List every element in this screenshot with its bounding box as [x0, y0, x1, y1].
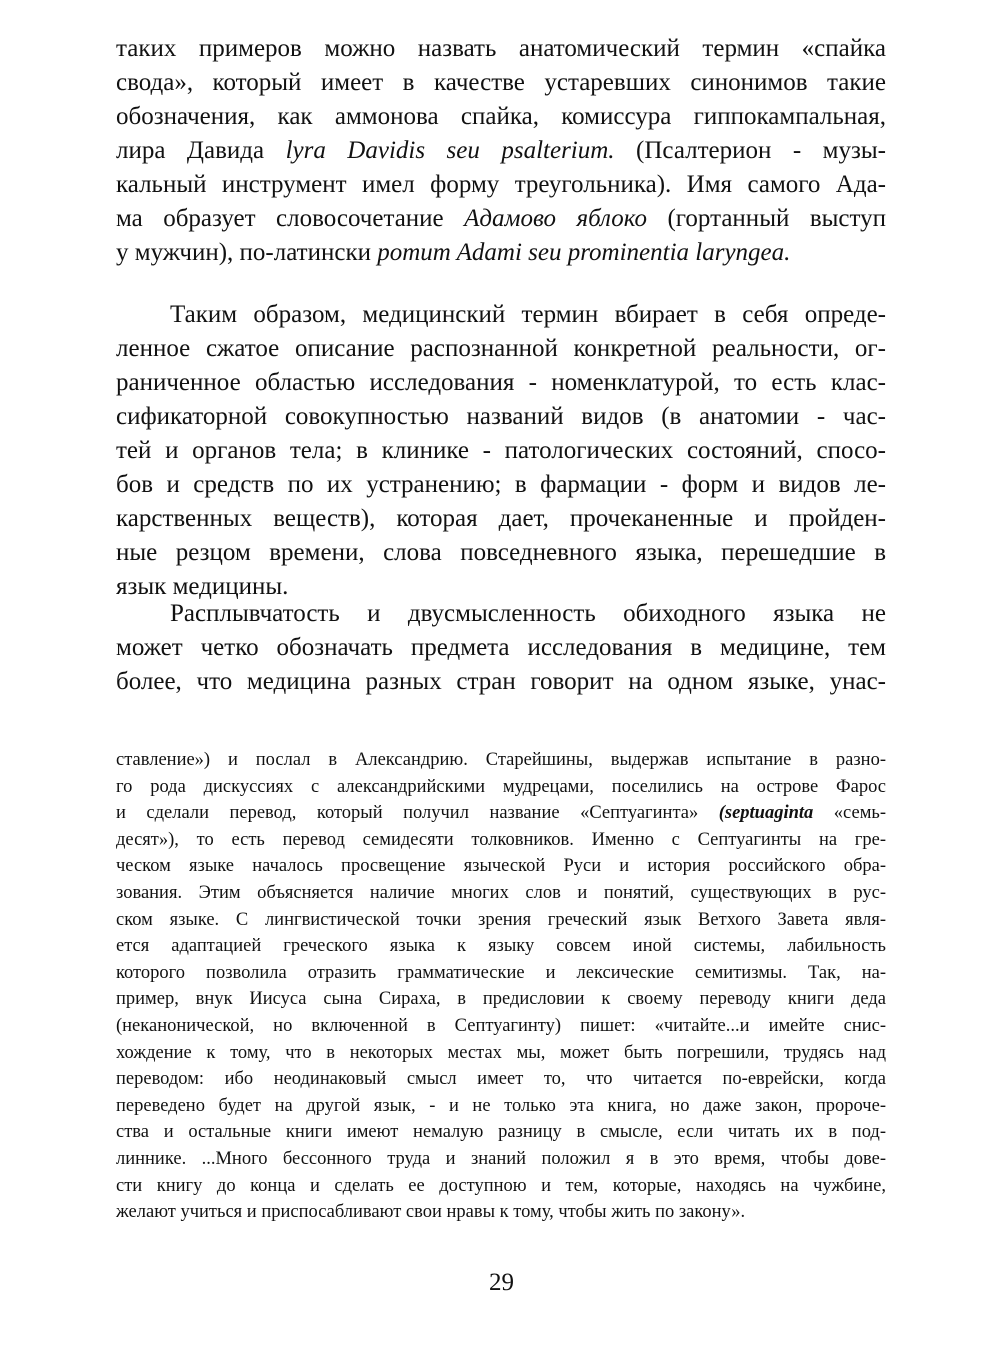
latin-term: lyra Davidis seu psalterium.: [285, 137, 615, 164]
footnote-line: переводом: ибо неодинаковый смысл имеет то, что читается по-еврейски, когда: [116, 1069, 886, 1090]
text-line: лира Давида lyra Davidis seu psalterium. (Псалтерион - музы-: [116, 137, 886, 164]
text-line: Расплывчатость и двусмысленность обиходного языка не: [170, 600, 886, 627]
text-line: ленное сжатое описание распознанной конкретной реальности, ог-: [116, 335, 886, 362]
text-line: Таким образом, медицинский термин вбирает в себя опреде-: [170, 301, 886, 328]
footnote-line: сти книгу до конца и сделать ее доступною и тем, которые, находясь на чужбине,: [116, 1175, 886, 1196]
text-line: свода», который имеет в качестве устаревших синонимов такие: [116, 69, 886, 96]
text-line: язык медицины.: [116, 573, 289, 600]
text-line: бов и средств по их устранению; в фармации - форм и видов ле-: [116, 471, 886, 498]
footnote-line: и сделали перевод, который получил название «Септуагинта» (septuaginta «семь-: [116, 803, 886, 824]
text-line: сификаторной совокупностью названий видов (в анатомии - час-: [116, 403, 886, 430]
text-line: раниченное областью исследования - номенклатурой, то есть клас-: [116, 369, 886, 396]
text-line: более, что медицина разных стран говорит на одном языке, унас-: [116, 668, 886, 695]
page-number: 29: [489, 1269, 514, 1296]
footnote-line: (неканонической, но включенной в Септуагинту) пишет: «читайте...и имейте снис-: [116, 1015, 886, 1036]
footnote-line: которого позволила отразить грамматические и лексические семитизмы. Так, на-: [116, 962, 886, 983]
text-line: таких примеров можно назвать анатомический термин «спайка: [116, 35, 886, 62]
footnote-line: пример, внук Иисуса сына Сираха, в предисловии к своему переводу книги деда: [116, 989, 886, 1010]
text-line: ма образует словосочетание Адамово яблоко (гортанный выступ: [116, 205, 887, 232]
latin-term: (septuaginta: [718, 803, 814, 824]
footnote: [116, 747, 886, 1226]
footnote-line: ческом языке началось просвещение языческой Руси и история российского обра-: [116, 856, 886, 877]
paragraph-continuation: [116, 32, 886, 270]
paragraph: [116, 597, 886, 699]
text-line: карственных веществ), которая дает, прочеканенные и пройден-: [116, 505, 886, 532]
footnote-line: линнике. ...Много бессонного труда и знаний положил я в это время, чтобы дове-: [116, 1148, 886, 1169]
footnote-line: ства и остальные книги имеют немалую разницу в смысле, если читать их в под-: [116, 1122, 886, 1143]
italic-term: Адамово яблоко: [464, 205, 648, 232]
footnote-line: десят»), то есть перевод семидесяти толковников. Именно с Септуагинты на гре-: [116, 829, 886, 850]
footnote-line: хождение к тому, что в некоторых местах мы, может быть погрешили, трудясь над: [116, 1042, 886, 1063]
footnote-line: ется адаптацией греческого языка к языку совсем иной системы, лабильность: [116, 936, 886, 957]
footnote-line: ставление») и послал в Александрию. Старейшины, выдержав испытание в разно-: [116, 750, 886, 770]
text-line: может четко обозначать предмета исследования в медицине, тем: [116, 634, 886, 661]
footnote-line: го рода дискуссиях с александрийскими мудрецами, поселились на острове Фарос: [116, 776, 886, 797]
text-line: ные резцом времени, слова повседневного языка, перешедшие в: [116, 539, 886, 566]
footnote-line: переведено будет на другой язык, - и не только эта книга, но даже закон, пророче-: [116, 1095, 886, 1116]
paragraph: [116, 298, 886, 604]
text-line: кальный инструмент имел форму треугольника). Имя самого Ада-: [116, 171, 886, 198]
footnote-line: желают учиться и приспосабливают свои нравы к тому, чтобы жить по закону».: [116, 1202, 746, 1223]
text-line: обозначения, как аммонова спайка, комиссура гиппокампальная,: [116, 103, 886, 130]
footnote-line: зования. Этим объясняется наличие многих слов и понятий, существующих в рус-: [116, 882, 886, 903]
latin-term: pomum Adami seu prominentia laryngea.: [377, 239, 791, 266]
text-line: у мужчин), по-латински pomum Adami seu prominentia laryngea.: [116, 239, 791, 266]
footnote-line: ском языке. С лингвистической точки зрения греческий язык Ветхого Завета явля-: [116, 909, 886, 930]
text-line: тей и органов тела; в клинике - патологических состояний, спосо-: [116, 437, 886, 464]
